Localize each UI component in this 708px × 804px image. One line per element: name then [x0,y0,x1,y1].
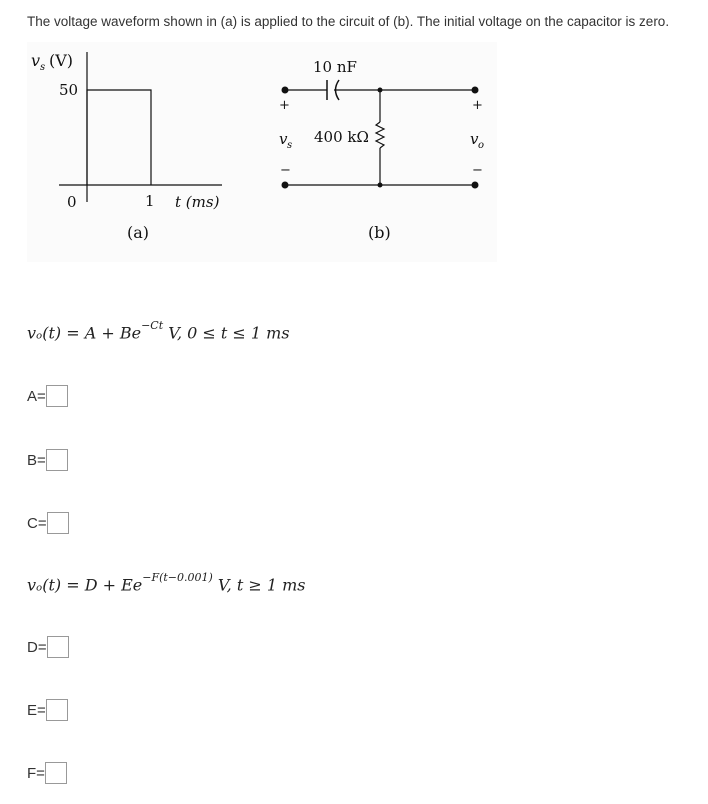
output-terminal-bottom [472,182,479,189]
equation-1-rhs: V, 0 ≤ t ≤ 1 ms [163,323,290,343]
output-voltage-sub: o [478,140,485,151]
answer-row-f [27,762,67,784]
capacitor-label: 10 nF [313,58,357,76]
answer-label-f: F= [27,764,45,782]
problem-figure [27,42,497,262]
figure-b-caption: (b) [368,223,391,242]
answer-label-d: D= [27,638,47,656]
input-terminal-bottom [282,182,289,189]
resistor-zigzag [376,122,384,148]
input-terminal-top [282,87,289,94]
rc-circuit [279,58,484,242]
time-tick-label: 1 [145,192,155,210]
answer-label-c: C= [27,514,47,532]
answer-row-b [27,449,68,471]
equation-2-lhs: vₒ(t) = D + Ee [27,575,143,595]
amplitude-tick-label: 50 [59,81,79,99]
answer-input-e[interactable] [46,699,68,721]
answer-input-f[interactable] [45,762,67,784]
equation-2-rhs: V, t ≥ 1 ms [212,575,306,595]
x-axis-label: t (ms) [175,193,220,211]
answer-row-d [27,636,69,658]
equation-2-exponent: −F(t−0.001) [142,571,213,584]
input-voltage-sub: s [287,140,293,151]
equation-interval-1 [27,319,290,343]
waveform-plot [31,51,222,242]
answer-input-c[interactable] [47,512,69,534]
input-minus-sign: − [280,163,291,178]
output-minus-sign: − [472,163,483,178]
answer-row-c [27,512,69,534]
answer-input-b[interactable] [46,449,68,471]
problem-statement: The voltage waveform shown in (a) is applied to the circuit of (b). The initial voltage on the capacitor is zero. [27,14,670,29]
answer-row-e [27,699,68,721]
figure-svg [27,42,497,262]
answer-label-e: E= [27,701,46,719]
y-axis-label: v [31,51,41,70]
input-plus-sign: + [279,98,290,113]
answer-input-d[interactable] [47,636,69,658]
output-terminal-top [472,87,479,94]
answer-row-a [27,385,68,407]
answer-input-a[interactable] [46,385,68,407]
equation-1-exponent: −Ct [141,319,164,332]
junction-bottom [378,183,383,188]
input-voltage-label: v [279,130,288,148]
equation-1-lhs: vₒ(t) = A + Be [27,323,142,343]
pulse-waveform [87,90,151,185]
answer-label-b: B= [27,451,46,469]
y-axis-unit: (V) [49,51,74,70]
resistor-label: 400 kΩ [314,128,369,146]
output-plus-sign: + [472,98,483,113]
y-axis-label-sub: s [40,62,46,73]
output-voltage-label: v [470,130,479,148]
junction-top [378,88,383,93]
origin-tick-label: 0 [67,193,77,211]
figure-a-caption: (a) [127,223,150,242]
equation-interval-2 [27,571,306,595]
answer-label-a: A= [27,387,46,405]
